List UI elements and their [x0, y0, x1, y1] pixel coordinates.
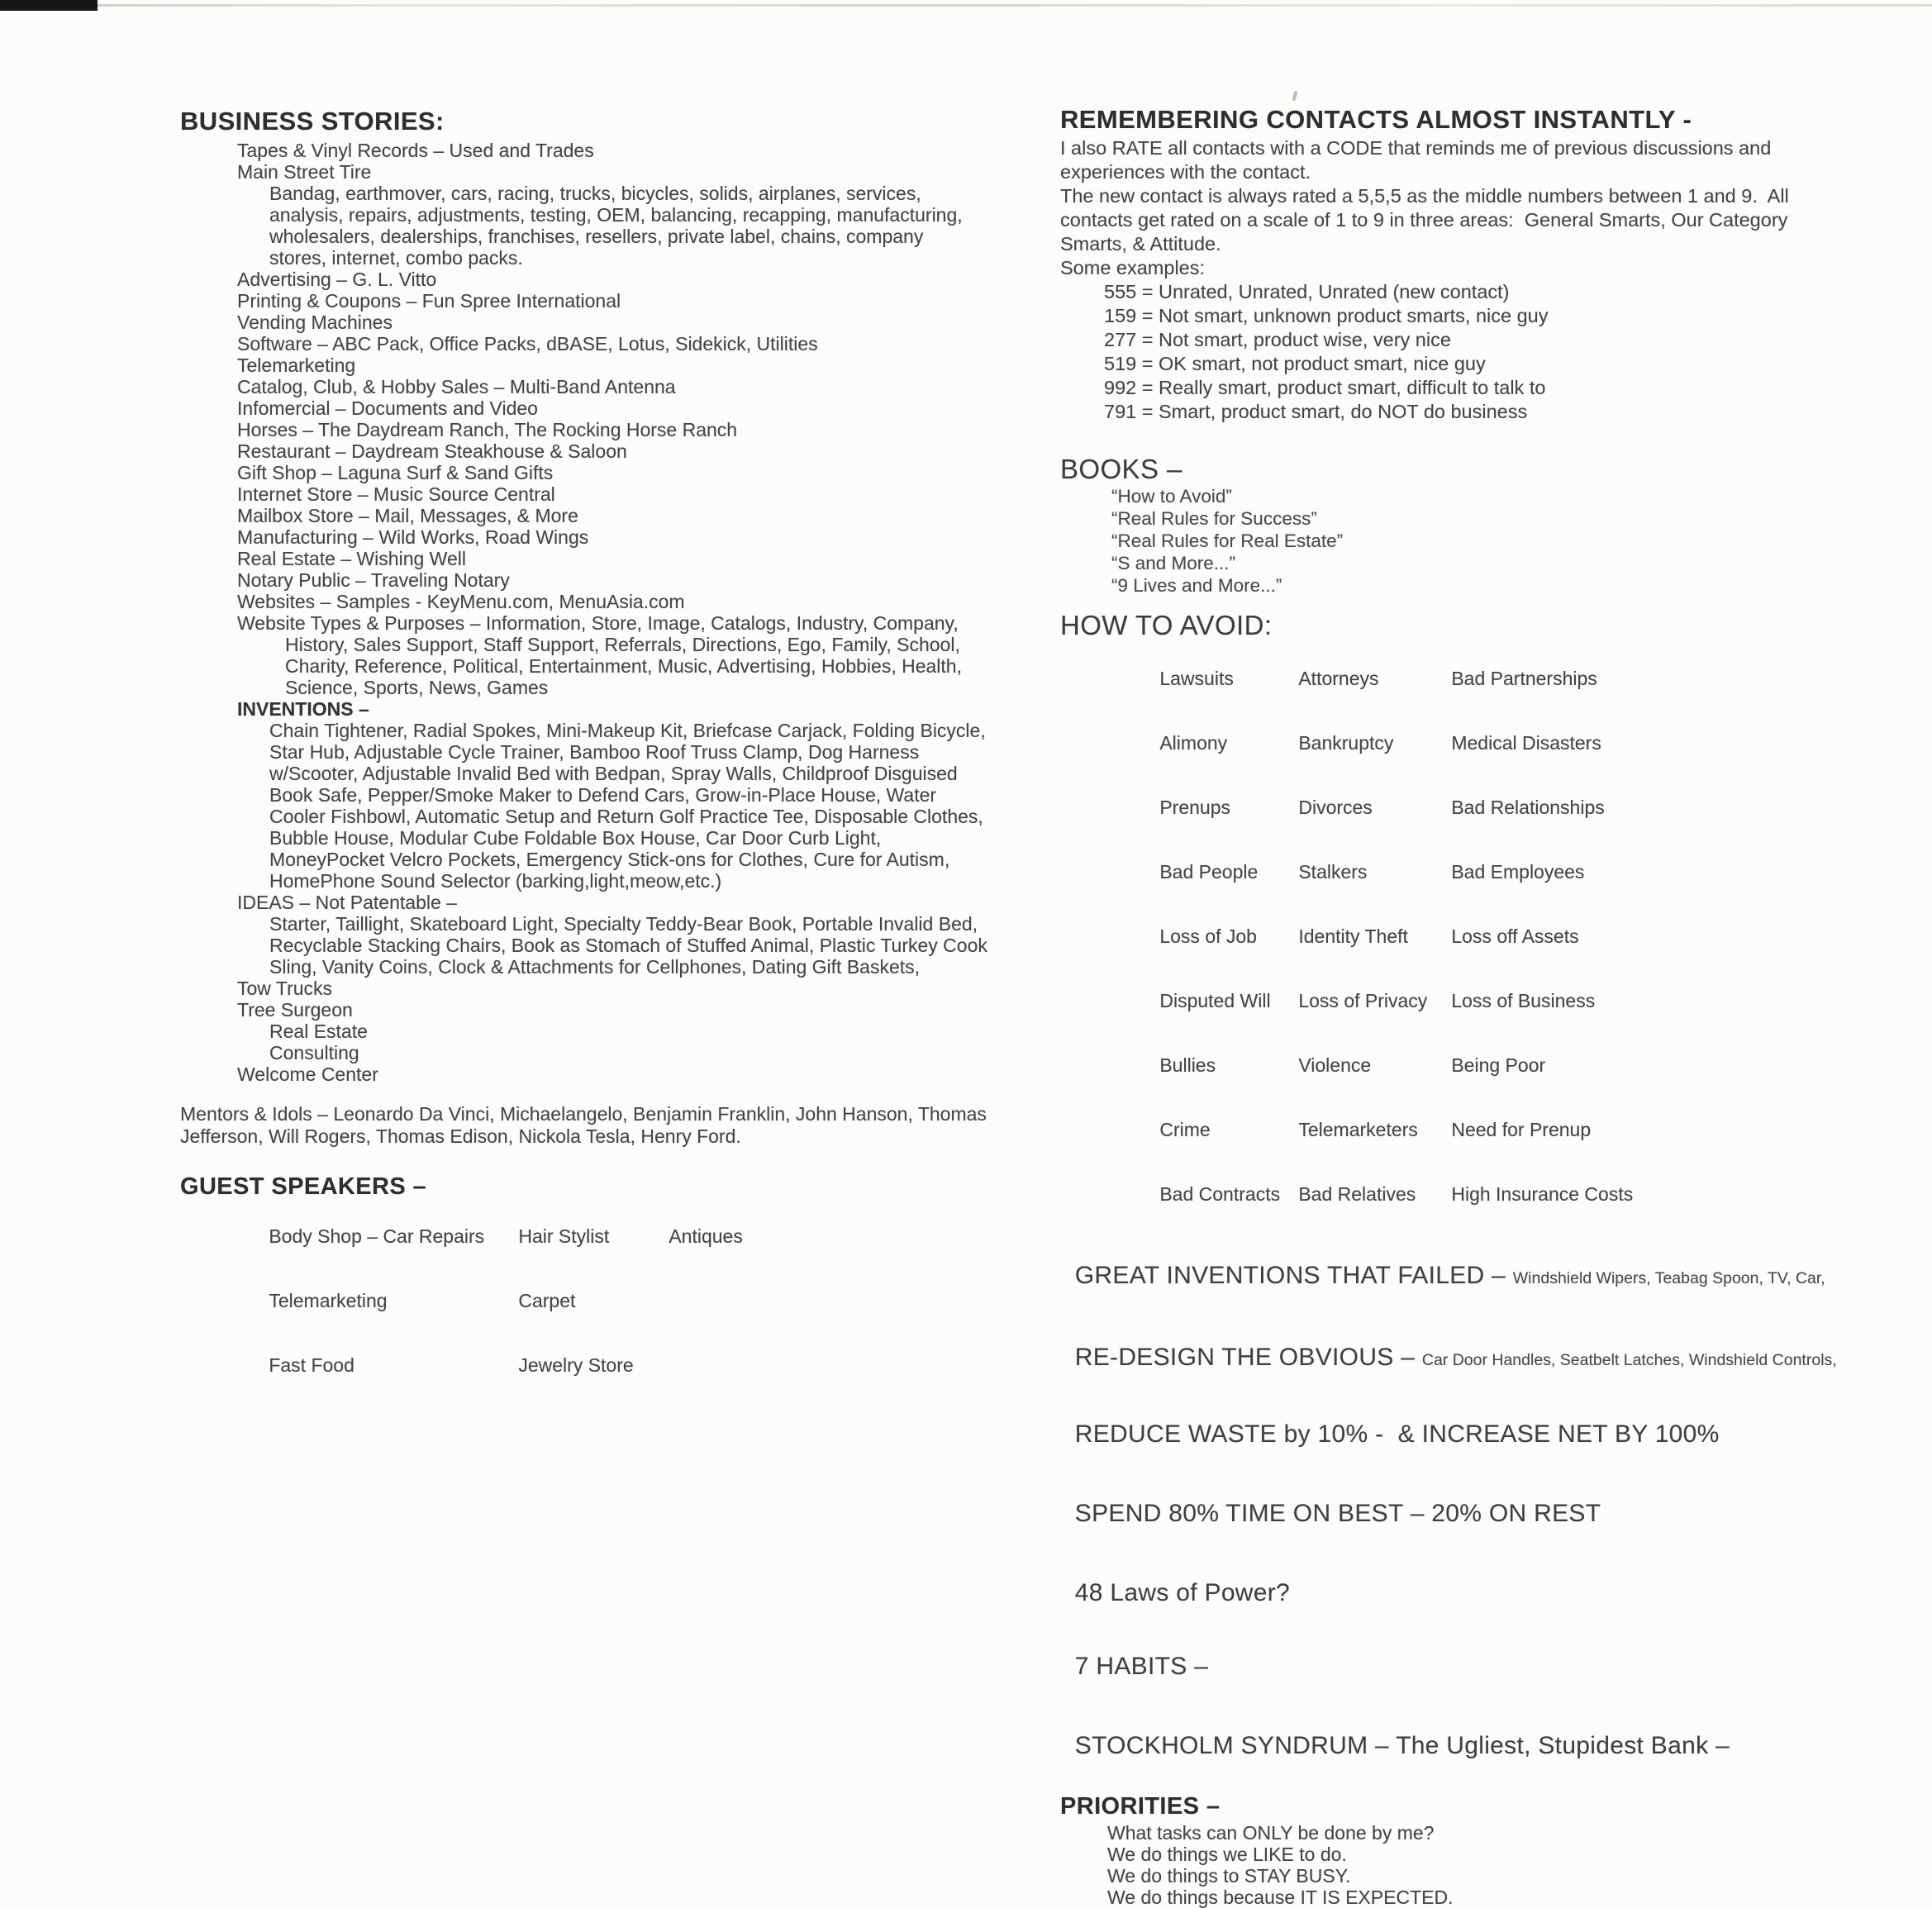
table-cell: Body Shop – Car Repairs [269, 1225, 485, 1247]
table-cell: Attorneys [1298, 668, 1379, 689]
list-item: Book Safe, Pepper/Smoke Maker to Defend Cars, Grow-in-Place House, Water [269, 784, 937, 806]
example-line: 555 = Unrated, Unrated, Unrated (new contact) [1104, 281, 1510, 302]
list-item: w/Scooter, Adjustable Invalid Bed with Bedpan, Spray Walls, Childproof Disguised [269, 763, 958, 784]
statement-reduce-waste [1060, 1405, 1932, 1464]
books-list [1060, 485, 1932, 597]
table-cell: Hair Stylist [518, 1225, 610, 1247]
book-title: “9 Lives and More...” [1111, 575, 1282, 596]
table-cell: Divorces [1298, 797, 1373, 818]
table-cell: Alimony [1159, 732, 1228, 754]
table-row [1060, 904, 1932, 968]
list-item: Bubble House, Modular Cube Foldable Box House, Car Door Curb Light, [269, 827, 882, 849]
ideas-subheading: IDEAS – Not Patentable – [237, 892, 457, 913]
statement-text: STOCKHOLM SYNDRUM – The Ugliest, Stupidest Bank – [1074, 1732, 1730, 1759]
list-item: Recyclable Stacking Chairs, Book as Stomach of Stuffed Animal, Plastic Turkey Cook [269, 935, 987, 956]
table-row [1060, 775, 1932, 840]
book-title: “Real Rules for Real Estate” [1111, 531, 1344, 551]
text-line: Some examples: [1060, 257, 1206, 278]
books-heading: BOOKS – [1060, 454, 1183, 484]
table-cell: Bad Contracts [1159, 1183, 1281, 1205]
list-item: Infomercial – Documents and Video [237, 397, 538, 419]
text-line: Smarts, & Attitude. [1060, 233, 1221, 255]
book-title: “How to Avoid” [1111, 486, 1232, 507]
table-cell: Loss of Job [1159, 925, 1257, 947]
table-cell: Violence [1298, 1054, 1372, 1076]
table-row [180, 1333, 1044, 1397]
statement-text: 7 HABITS – [1074, 1653, 1209, 1680]
list-item: Telemarketing [237, 354, 356, 376]
priority-item: We do things to STAY BUSY. [1107, 1865, 1351, 1887]
rating-examples-list [1060, 280, 1932, 424]
statement-spend-time [1060, 1484, 1932, 1544]
list-item: Notary Public – Traveling Notary [237, 569, 510, 591]
statement-detail: Windshield Wipers, Teabag Spoon, TV, Car, [1512, 1269, 1825, 1287]
business-stories-heading: BUSINESS STORIES: [180, 107, 445, 136]
left-column [180, 106, 1044, 1397]
table-cell: High Insurance Costs [1451, 1183, 1634, 1205]
list-item: Restaurant – Daydream Steakhouse & Saloon [237, 440, 627, 462]
priority-item: We do things because IT IS EXPECTED. [1107, 1887, 1454, 1908]
mentors-paragraph [180, 1103, 1044, 1148]
priorities-heading: PRIORITIES – [1060, 1793, 1221, 1820]
table-cell: Loss of Business [1451, 990, 1596, 1011]
example-line: 277 = Not smart, product wise, very nice [1104, 329, 1451, 350]
list-item: HomePhone Sound Selector (barking,light,meow,etc.) [269, 870, 722, 892]
statement-text: RE-DESIGN THE OBVIOUS – [1074, 1344, 1422, 1371]
table-cell: Bad People [1159, 861, 1259, 883]
table-cell: Stalkers [1298, 861, 1368, 883]
statement-text: REDUCE WASTE by 10% - & INCREASE NET BY 100% [1074, 1420, 1720, 1448]
table-cell: Need for Prenup [1451, 1119, 1592, 1140]
list-item: Welcome Center [237, 1063, 378, 1085]
text-line: The new contact is always rated a 5,5,5 as the middle numbers between 1 and 9. All [1060, 185, 1789, 207]
inventions-subheading: INVENTIONS – [237, 698, 369, 720]
table-cell: Carpet [518, 1290, 576, 1311]
statement-text: SPEND 80% TIME ON BEST – 20% ON REST [1074, 1500, 1601, 1527]
table-cell: Loss of Privacy [1298, 990, 1428, 1011]
table-cell: Telemarketers [1298, 1119, 1418, 1140]
list-item: Charity, Reference, Political, Entertainment, Music, Advertising, Hobbies, Health, [285, 655, 962, 677]
statement-redesign-obvious [1060, 1328, 1932, 1387]
list-item: History, Sales Support, Staff Support, Referrals, Directions, Ego, Family, School, [285, 634, 960, 655]
list-item: Manufacturing – Wild Works, Road Wings [237, 526, 589, 548]
table-cell: Bullies [1159, 1054, 1216, 1076]
example-line: 519 = OK smart, not product smart, nice guy [1104, 353, 1486, 374]
table-cell: Bad Partnerships [1451, 668, 1597, 689]
table-row [1060, 1162, 1932, 1226]
statement-great-inventions [1060, 1246, 1932, 1306]
table-cell: Fast Food [269, 1354, 355, 1376]
list-item: Gift Shop – Laguna Surf & Sand Gifts [237, 462, 554, 483]
right-column [1060, 104, 1932, 1908]
table-cell: Bad Relationships [1451, 797, 1605, 818]
table-cell: Lawsuits [1159, 668, 1234, 689]
table-row [1060, 1033, 1932, 1097]
list-item: Consulting [269, 1042, 359, 1063]
table-cell: Medical Disasters [1451, 732, 1601, 754]
scan-artifact-speck [1292, 91, 1298, 102]
statement-text: 48 Laws of Power? [1074, 1579, 1291, 1606]
table-cell: Loss off Assets [1451, 925, 1579, 947]
example-line: 159 = Not smart, unknown product smarts, nice guy [1104, 305, 1549, 326]
table-cell: Jewelry Store [518, 1354, 634, 1376]
statement-stockholm [1060, 1716, 1932, 1776]
list-item: Catalog, Club, & Hobby Sales – Multi-Band Antenna [237, 376, 676, 397]
list-item: Mailbox Store – Mail, Messages, & More [237, 505, 578, 526]
list-item: Cooler Fishbowl, Automatic Setup and Return Golf Practice Tee, Disposable Clothes, [269, 806, 983, 827]
scan-artifact-black-bar [0, 0, 98, 11]
how-to-avoid-table [1060, 646, 1932, 1226]
table-row [1060, 646, 1932, 711]
list-item: stores, internet, combo packs. [269, 247, 523, 269]
list-item: Printing & Coupons – Fun Spree International [237, 290, 621, 312]
table-row [1060, 711, 1932, 775]
statement-detail: Car Door Handles, Seatbelt Latches, Windshield Controls, [1421, 1351, 1837, 1369]
list-item: Tow Trucks [237, 978, 333, 999]
rating-paragraph [1060, 136, 1932, 280]
guest-speakers-table [180, 1204, 1044, 1397]
list-item: Chain Tightener, Radial Spokes, Mini-Makeup Kit, Briefcase Carjack, Folding Bicycle, [269, 720, 986, 741]
table-row [180, 1204, 1044, 1268]
table-cell: Bankruptcy [1298, 732, 1394, 754]
statement-48-laws [1060, 1563, 1932, 1623]
list-item: Tree Surgeon [237, 999, 353, 1021]
table-cell: Identity Theft [1298, 925, 1408, 947]
text-line: Mentors & Idols – Leonardo Da Vinci, Michaelangelo, Benjamin Franklin, John Hanson, Thomas [180, 1103, 987, 1125]
list-item: Sling, Vanity Coins, Clock & Attachments for Cellphones, Dating Gift Baskets, [269, 956, 921, 978]
list-item: Vending Machines [237, 312, 393, 333]
list-item: Websites – Samples - KeyMenu.com, MenuAsia.com [237, 591, 685, 612]
scan-artifact-top-line [0, 4, 1932, 7]
text-line: contacts get rated on a scale of 1 to 9 in three areas: General Smarts, Our Category [1060, 209, 1788, 231]
list-item: Science, Sports, News, Games [285, 677, 549, 698]
text-line: experiences with the contact. [1060, 161, 1311, 183]
table-cell: Prenups [1159, 797, 1231, 818]
remembering-contacts-heading: REMEMBERING CONTACTS ALMOST INSTANTLY - [1060, 105, 1692, 134]
table-cell: Telemarketing [269, 1290, 388, 1311]
list-item: Tapes & Vinyl Records – Used and Trades [237, 140, 594, 161]
list-item: Website Types & Purposes – Information, Store, Image, Catalogs, Industry, Company, [237, 612, 959, 634]
example-line: 791 = Smart, product smart, do NOT do business [1104, 401, 1528, 422]
list-item: Starter, Taillight, Skateboard Light, Specialty Teddy-Bear Book, Portable Invalid Bed, [269, 913, 978, 935]
table-cell: Antiques [669, 1225, 743, 1247]
text-line: Jefferson, Will Rogers, Thomas Edison, Nickola Tesla, Henry Ford. [180, 1125, 741, 1147]
book-title: “S and More...” [1111, 553, 1236, 573]
table-cell: Crime [1159, 1119, 1211, 1140]
list-item: Advertising – G. L. Vitto [237, 269, 437, 290]
list-item: Main Street Tire [237, 161, 372, 183]
list-item: Internet Store – Music Source Central [237, 483, 555, 505]
list-item: analysis, repairs, adjustments, testing, OEM, balancing, recapping, manufacturing, [269, 204, 963, 226]
list-item: wholesalers, dealerships, franchises, resellers, private label, chains, company [269, 226, 924, 247]
table-cell: Bad Relatives [1298, 1183, 1416, 1205]
table-row [1060, 840, 1932, 904]
table-cell: Disputed Will [1159, 990, 1271, 1011]
list-item: Bandag, earthmover, cars, racing, trucks, bicycles, solids, airplanes, services, [269, 183, 921, 204]
table-row [1060, 1097, 1932, 1162]
statement-text: GREAT INVENTIONS THAT FAILED – [1074, 1262, 1513, 1289]
book-title: “Real Rules for Success” [1111, 508, 1317, 529]
table-cell: Being Poor [1451, 1054, 1546, 1076]
priorities-list [1060, 1822, 1932, 1908]
text-line: I also RATE all contacts with a CODE that reminds me of previous discussions and [1060, 137, 1772, 159]
statement-7-habits [1060, 1637, 1932, 1696]
list-item: Horses – The Daydream Ranch, The Rocking Horse Ranch [237, 419, 738, 440]
priority-item: What tasks can ONLY be done by me? [1107, 1822, 1435, 1844]
table-row [1060, 968, 1932, 1033]
table-row [180, 1268, 1044, 1333]
table-cell: Bad Employees [1451, 861, 1585, 883]
list-item: Real Estate – Wishing Well [237, 548, 466, 569]
list-item: MoneyPocket Velcro Pockets, Emergency Stick-ons for Clothes, Cure for Autism, [269, 849, 950, 870]
business-stories-list [180, 140, 1044, 1085]
list-item: Software – ABC Pack, Office Packs, dBASE, Lotus, Sidekick, Utilities [237, 333, 818, 354]
example-line: 992 = Really smart, product smart, difficult to talk to [1104, 377, 1546, 398]
guest-speakers-heading: GUEST SPEAKERS – [180, 1173, 427, 1200]
how-to-avoid-heading: HOW TO AVOID: [1060, 610, 1273, 640]
priority-item: We do things we LIKE to do. [1107, 1844, 1347, 1865]
list-item: Star Hub, Adjustable Cycle Trainer, Bamboo Roof Truss Clamp, Dog Harness [269, 741, 920, 763]
list-item: Real Estate [269, 1021, 368, 1042]
